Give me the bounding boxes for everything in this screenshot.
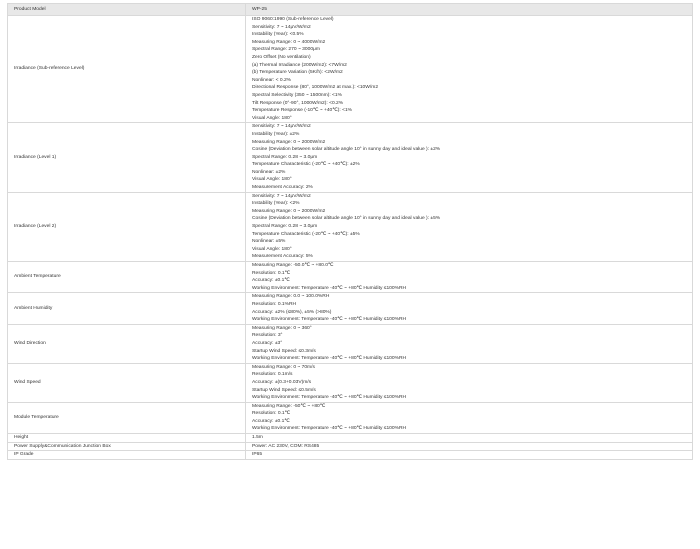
spec-value-line: Resolution: 3° [252,333,283,339]
spec-value-line: Tilt Response (0°-90°, 1000W/m2): <0.2% [252,100,344,106]
spec-value-line: Instability (Year): <0.5% [252,32,304,38]
spec-value-line: Directional Response (80°, 1000W/m2 at max.): <10W/m2 [252,85,379,91]
spec-value-line: ISO 9060:1990 (Sub-reference Level) [252,17,334,22]
spec-value-line: Startup Wind Speed: ≤0.5m/s [252,387,316,393]
spec-value-line: Resolution: 0.1%RH [252,301,297,307]
spec-value-line: Accuracy: ±0.1℃ [252,278,290,284]
spec-value-line: Accuracy: ±(0.3+0.03V)m/s [252,379,312,385]
spec-value-line: Measurement Accuracy: 2% [252,185,313,191]
spec-label-cell: IP Grade [8,451,246,460]
spec-value-line: Zero Offset (No ventilation) [252,54,311,60]
spec-value-cell [246,324,693,363]
spec-value-line: Sensitivity: 7 ~ 14μV/W/m2 [252,193,311,199]
spec-label-cell: Wind Direction [8,324,246,363]
spec-value-line: Working Environment: Temperature -40℃ ~ +80℃ Humidity ≤100%RH [252,426,407,432]
spec-value-cell [246,434,693,443]
table-row [8,363,693,402]
spec-value-line: Working Environment: Temperature -40℃ ~ +80℃ Humidity ≤100%RH [252,285,407,291]
spec-value-line: Cosine (Deviation between solar altitude angle 10° in sunny day and ideal value ): ±2% [252,147,441,153]
spec-value-line: Spectral Range: 270 ~ 3000μm [252,47,320,53]
spec-value-line: Sensitivity: 7 ~ 14μV/W/m2 [252,124,311,130]
spec-value-line: Accuracy: ±2% (≤80%), ±5% (>80%) [252,309,332,315]
table-row [8,434,693,443]
spec-value-line: IP65 [252,452,263,458]
spec-value-line: Power: AC 230V, COM: RS485 [252,443,320,449]
spec-value-line: Measuring Range: 0 ~ 4000W/m2 [252,39,326,45]
spec-value-line: Measuring Range: 0 ~ 360° [252,325,312,331]
spec-label-cell: Irradiance (Level 1) [8,123,246,192]
spec-value-line: Resolution: 0.1m/s [252,372,293,378]
spec-value-line: Measuring Range: 0 ~ 2000W/m2 [252,139,326,145]
spec-value-line: Nonlinear: < 0.2% [252,77,292,83]
spec-value-line: Sensitivity: 7 ~ 14μV/W/m2 [252,24,311,30]
spec-value-line: Temperature Response (-10℃ ~ +40℃): <1% [252,108,353,114]
spec-value-line: Nonlinear: ±2% [252,169,286,175]
spec-value-line: Startup Wind Speed: ≤0.3m/s [252,348,316,354]
table-row [8,451,693,460]
spec-value-cell [246,451,693,460]
spec-value-line: (a) Thermal Irradiance (200W/m2): <7W/m2 [252,62,347,68]
spec-table [7,3,693,460]
table-row [8,192,693,261]
spec-value-line: Instability (Year): <2% [252,201,300,207]
spec-value-line: Visual Angle: 180° [252,115,292,121]
spec-value-cell [246,262,693,293]
spec-value-line: Spectral Range: 0.28 ~ 3.0μm [252,224,318,230]
spec-value-line: Accuracy: ±3° [252,340,283,346]
spec-value-line: Resolution: 0.1℃ [252,270,291,276]
spec-value-cell [246,192,693,261]
spec-value-line: Accuracy: ±0.1℃ [252,418,290,424]
spec-value-line: Spectral Selectivity (350 ~ 1500nm): <1% [252,92,342,98]
spec-value-cell [246,293,693,324]
spec-value-line: 1.5m [252,435,263,441]
spec-value-line: Resolution: 0.1℃ [252,411,291,417]
spec-value-line: Working Environment: Temperature -40℃ ~ +80℃ Humidity ≤100%RH [252,317,407,323]
spec-value-line: Measuring Range: -50.0℃ ~ +80.0℃ [252,263,334,268]
spec-value-line: Measuring Range: 0 ~ 70m/s [252,364,315,370]
spec-label-cell: Power Supply&Communication Junction Box [8,442,246,451]
spec-value-cell [246,123,693,192]
table-row [8,123,693,192]
table-row [8,402,693,433]
spec-value-line: Measuring Range: -50℃ ~ +80℃ [252,403,326,409]
spec-value-line: Visual Angle: 180° [252,246,292,252]
spec-value-line: Nonlinear: ±5% [252,239,286,245]
header-value-cell: WP-25 [246,4,693,16]
spec-value-line: Measuring Range: 0.0 ~ 100.0%RH [252,294,330,300]
table-row [8,293,693,324]
spec-value-line: Visual Angle: 180° [252,177,292,183]
spec-value-cell [246,16,693,123]
table-header-row [8,4,693,16]
spec-value-cell [246,363,693,402]
spec-value-cell [246,402,693,433]
spec-table-container [7,3,693,460]
spec-value-cell [246,442,693,451]
table-row [8,16,693,123]
spec-label-cell: Module Temperature [8,402,246,433]
spec-value-line: Temperature Characteristic (-20℃ ~ +40℃): ±5% [252,231,360,237]
spec-value-line: (b) Temperature Variation (5K/h): <2W/m2 [252,70,343,76]
spec-label-cell: Irradiance (Level 2) [8,192,246,261]
spec-label-cell: Height [8,434,246,443]
table-row [8,324,693,363]
spec-label-cell: Ambient Temperature [8,262,246,293]
spec-label-cell: Ambient Humidity [8,293,246,324]
spec-label-cell: Wind Speed [8,363,246,402]
spec-table-body [8,4,693,460]
spec-value-line: Working Environment: Temperature -40℃ ~ +80℃ Humidity ≤100%RH [252,356,407,362]
spec-value-line: Measurement Accuracy: 5% [252,254,313,260]
header-label-cell: Product Model [8,4,246,16]
spec-value-line: Working Environment: Temperature -40℃ ~ +80℃ Humidity ≤100%RH [252,395,407,401]
spec-value-line: Spectral Range: 0.28 ~ 3.0μm [252,154,318,160]
spec-value-line: Instability (Year): ±2% [252,131,300,137]
table-row [8,442,693,451]
table-row [8,262,693,293]
spec-label-cell: Irradiance (Sub-reference Level) [8,16,246,123]
spec-value-line: Cosine (Deviation between solar altitude angle 10° in sunny day and ideal value ): ±5% [252,216,441,222]
spec-value-line: Measuring Range: 0 ~ 2000W/m2 [252,208,326,214]
spec-value-line: Temperature Characteristic (-20℃ ~ +40℃): ±2% [252,162,360,168]
